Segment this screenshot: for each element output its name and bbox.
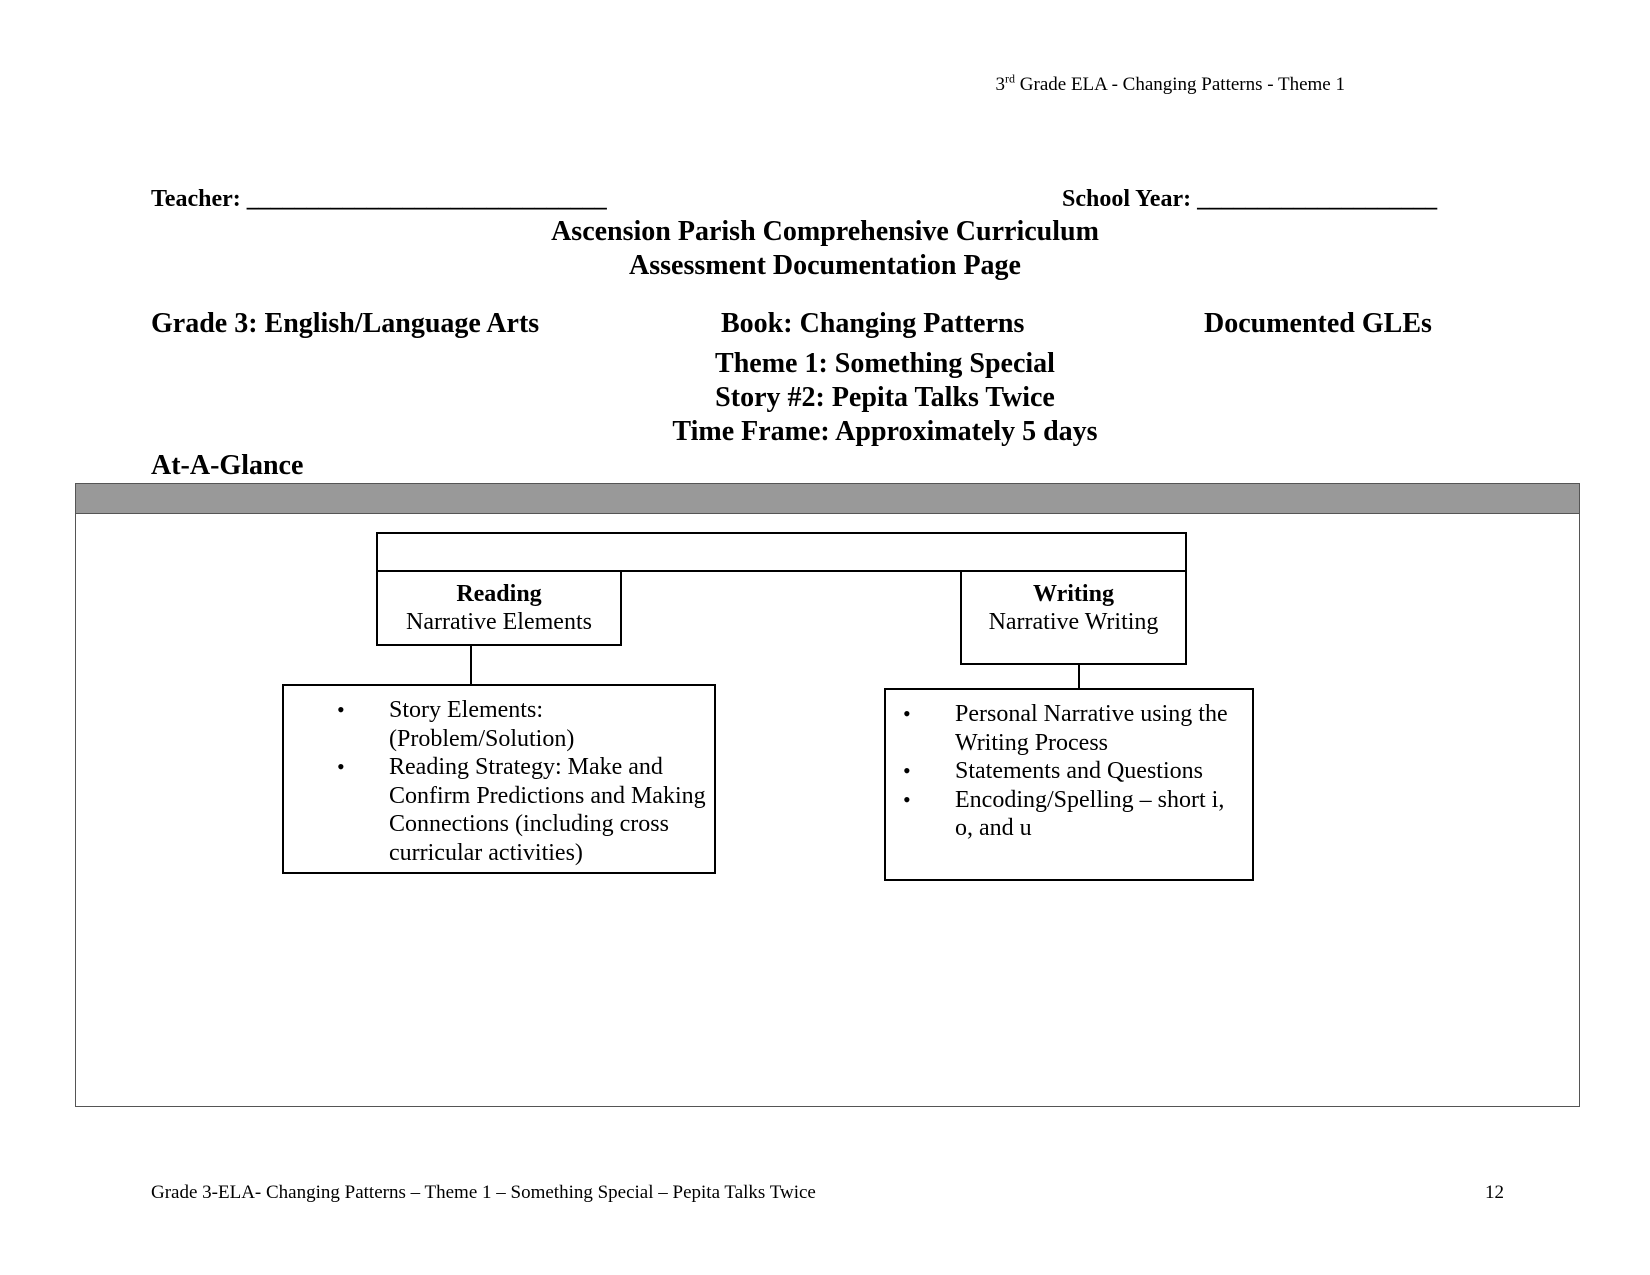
writing-bullet-2 bbox=[903, 757, 1243, 786]
at-a-glance-header-bar bbox=[75, 483, 1580, 514]
at-a-glance-label: At-A-Glance bbox=[151, 450, 304, 481]
teacher-field: Teacher: ______________________________ bbox=[151, 186, 607, 212]
writing-bullet-3-text: • Encoding/Spelling – short i, o, and u bbox=[955, 786, 1225, 841]
writing-title: Writing bbox=[1033, 581, 1114, 607]
reading-node bbox=[376, 570, 622, 646]
running-title: Grade ELA - Changing Patterns - Theme 1 bbox=[1015, 74, 1345, 95]
running-header bbox=[995, 71, 1345, 96]
writing-node bbox=[960, 570, 1187, 665]
reading-bullet-2 bbox=[337, 753, 707, 867]
reading-bullet-list bbox=[337, 696, 707, 867]
reading-connector-line bbox=[470, 646, 472, 684]
writing-bullet-2-text: • Statements and Questions bbox=[955, 758, 1203, 784]
writing-bullet-3 bbox=[903, 786, 1243, 843]
writing-bullet-1 bbox=[903, 700, 1243, 757]
writing-bullet-list bbox=[903, 700, 1243, 843]
connector-bracket bbox=[376, 532, 1187, 572]
writing-bullet-1-text: • Personal Narrative using the Writing Process bbox=[955, 701, 1228, 756]
documented-gles: Documented GLEs bbox=[1204, 308, 1432, 339]
page-title: Assessment Documentation Page bbox=[629, 250, 1021, 281]
curriculum-title: Ascension Parish Comprehensive Curriculum bbox=[551, 216, 1099, 247]
school-year-field: School Year: ____________________ bbox=[1062, 186, 1438, 212]
book-title: Book: Changing Patterns bbox=[721, 308, 1025, 339]
reading-bullet-1 bbox=[337, 696, 707, 753]
time-frame: Time Frame: Approximately 5 days bbox=[672, 416, 1098, 447]
writing-details-box bbox=[884, 688, 1254, 881]
theme-title: Theme 1: Something Special bbox=[715, 348, 1055, 379]
page-number: 12 bbox=[1485, 1182, 1504, 1203]
writing-subtitle: Narrative Writing bbox=[988, 609, 1159, 635]
grade-subject: Grade 3: English/Language Arts bbox=[151, 308, 540, 339]
reading-bullet-2-text: • Reading Strategy: Make and Confirm Predictions and Making Connections (including cross curricular activities) bbox=[389, 754, 706, 866]
grade-superscript: rd bbox=[1005, 71, 1016, 86]
reading-title: Reading bbox=[456, 581, 542, 607]
writing-connector-line bbox=[1078, 665, 1080, 688]
reading-bullet-1-text: • Story Elements: (Problem/Solution) bbox=[389, 697, 575, 752]
reading-subtitle: Narrative Elements bbox=[406, 609, 592, 635]
reading-details-box bbox=[282, 684, 716, 874]
footer-text: Grade 3-ELA- Changing Patterns – Theme 1 – Something Special – Pepita Talks Twice bbox=[151, 1182, 816, 1203]
story-title: Story #2: Pepita Talks Twice bbox=[715, 382, 1055, 413]
grade-number: 3 bbox=[995, 74, 1006, 95]
